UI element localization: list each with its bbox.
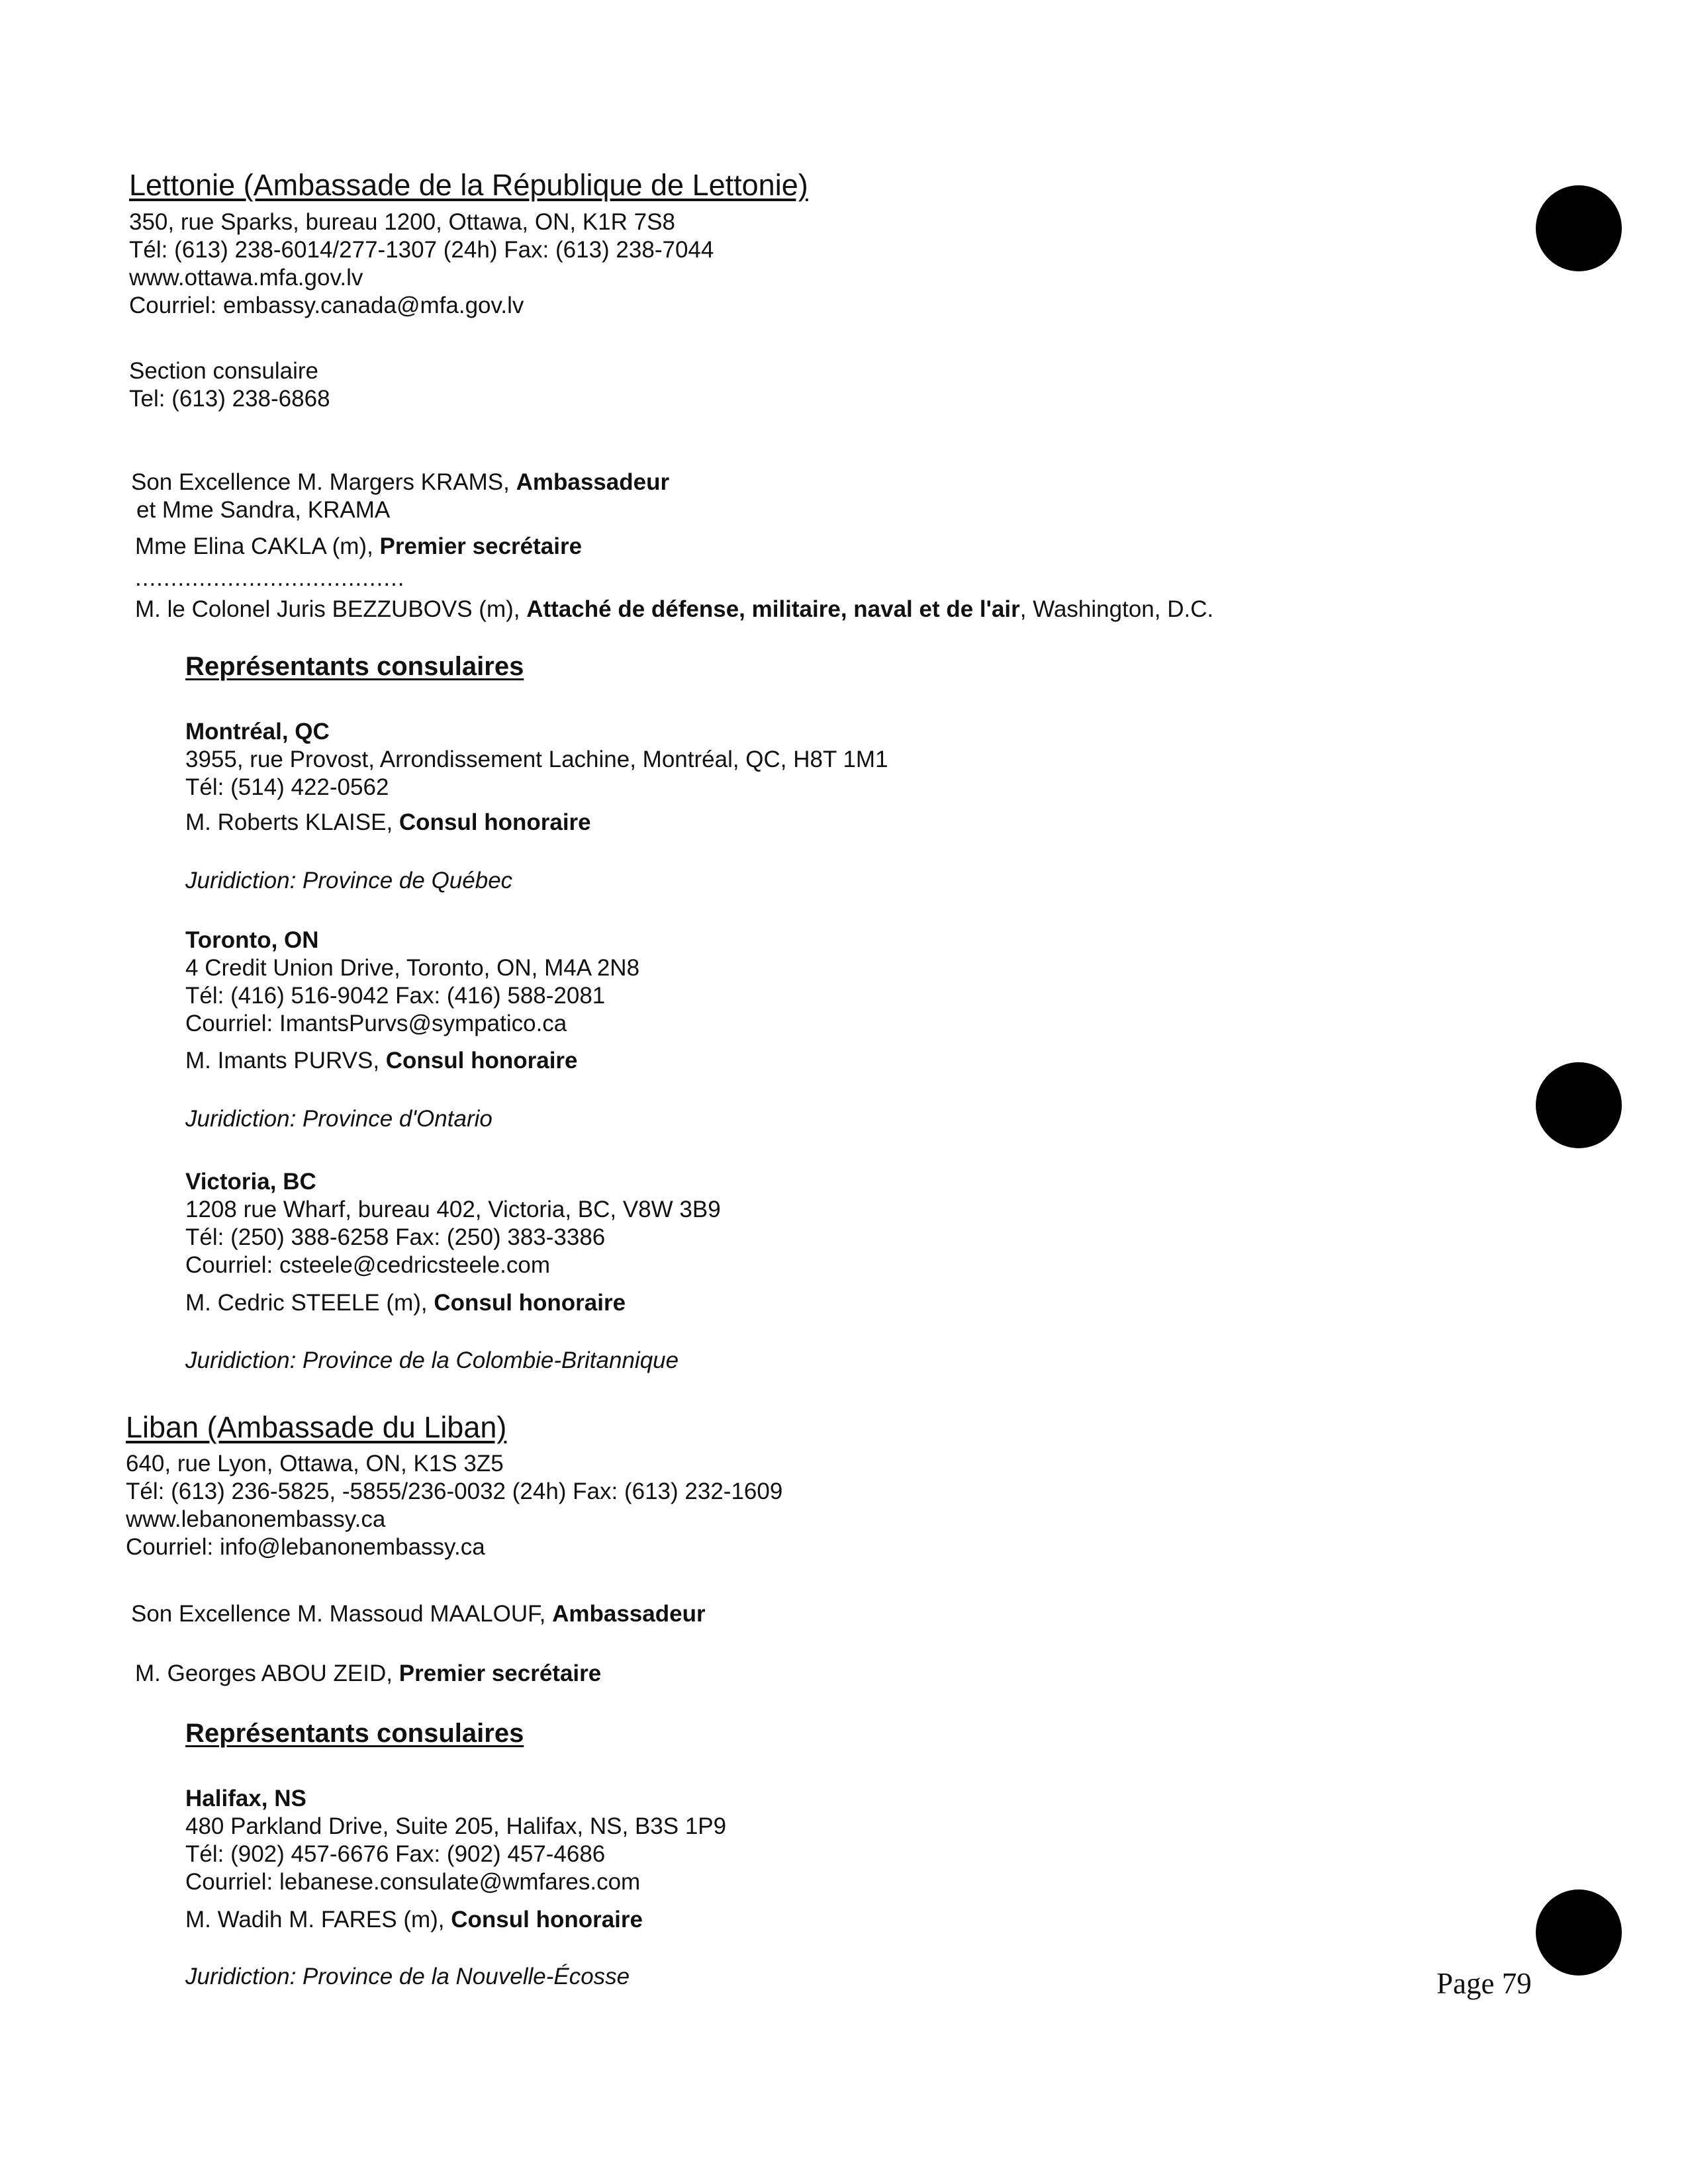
ambassador-title: Ambassadeur — [516, 469, 670, 495]
dotted-separator: ...................................... — [135, 565, 405, 591]
toronto-address: 4 Credit Union Drive, Toronto, ON, M4A 2N8 — [185, 955, 640, 981]
toronto-phone: Tél: (416) 516-9042 Fax: (416) 588-2081 — [185, 983, 606, 1009]
liban-ambassador — [131, 1600, 706, 1628]
liban-secretary — [135, 1660, 601, 1688]
lettonie-consular-section: Section consulaire — [129, 358, 318, 384]
toronto-city: Toronto, ON — [185, 927, 319, 953]
lettonie-consular-phone: Tel: (613) 238-6868 — [129, 386, 330, 412]
liban-consular-heading: Représentants consulaires — [185, 1719, 524, 1748]
lettonie-ambassador — [131, 469, 669, 496]
victoria-phone: Tél: (250) 388-6258 Fax: (250) 383-3386 — [185, 1224, 606, 1250]
lettonie-heading: Lettonie (Ambassade de la République de Lettonie) — [129, 168, 808, 202]
secretary-title: Premier secrétaire — [379, 533, 583, 559]
lettonie-address: 350, rue Sparks, bureau 1200, Ottawa, ON, K1R 7S8 — [129, 209, 675, 235]
lettonie-spouse: et Mme Sandra, KRAMA — [136, 497, 391, 523]
montreal-consul — [185, 809, 591, 837]
lettonie-phone: Tél: (613) 238-6014/277-1307 (24h) Fax: (613) 238-7044 — [129, 237, 714, 263]
toronto-jurisdiction: Juridiction: Province d'Ontario — [185, 1106, 492, 1132]
liban-website: www.lebanonembassy.ca — [126, 1506, 386, 1532]
halifax-consul-name: M. Wadih M. FARES (m), — [185, 1907, 451, 1933]
lettonie-secretary — [135, 533, 582, 561]
lettonie-attache — [135, 596, 1213, 623]
page-number: Page 79 — [1436, 1967, 1532, 2000]
toronto-email: Courriel: ImantsPurvs@sympatico.ca — [185, 1011, 567, 1036]
victoria-jurisdiction: Juridiction: Province de la Colombie-Britannique — [185, 1347, 679, 1373]
liban-heading: Liban (Ambassade du Liban) — [126, 1410, 507, 1444]
victoria-address: 1208 rue Wharf, bureau 402, Victoria, BC, V8W 3B9 — [185, 1197, 721, 1222]
binder-hole — [1536, 1062, 1622, 1148]
lettonie-website: www.ottawa.mfa.gov.lv — [129, 265, 363, 291]
liban-address: 640, rue Lyon, Ottawa, ON, K1S 3Z5 — [126, 1451, 504, 1477]
montreal-address: 3955, rue Provost, Arrondissement Lachine, Montréal, QC, H8T 1M1 — [185, 747, 888, 772]
victoria-consul-name: M. Cedric STEELE (m), — [185, 1290, 434, 1316]
victoria-email: Courriel: csteele@cedricsteele.com — [185, 1252, 551, 1278]
lettonie-email: Courriel: embassy.canada@mfa.gov.lv — [129, 293, 524, 318]
attache-title: Attaché de défense, militaire, naval et de l'air — [526, 596, 1020, 622]
liban-email: Courriel: info@lebanonembassy.ca — [126, 1534, 485, 1560]
halifax-jurisdiction: Juridiction: Province de la Nouvelle-Écosse — [185, 1964, 630, 1989]
victoria-city: Victoria, BC — [185, 1169, 316, 1195]
montreal-city: Montréal, QC — [185, 719, 330, 745]
attache-name: M. le Colonel Juris BEZZUBOVS (m), — [135, 596, 527, 622]
halifax-consul — [185, 1906, 643, 1934]
montreal-jurisdiction: Juridiction: Province de Québec — [185, 868, 513, 893]
victoria-consul-title: Consul honoraire — [434, 1290, 626, 1316]
toronto-consul-title: Consul honoraire — [385, 1048, 578, 1073]
secretary-name: Mme Elina CAKLA (m), — [135, 533, 380, 559]
lettonie-consular-heading: Représentants consulaires — [185, 652, 524, 681]
halifax-city: Halifax, NS — [185, 1786, 306, 1811]
montreal-consul-title: Consul honoraire — [399, 809, 591, 835]
liban-secretary-name: M. Georges ABOU ZEID, — [135, 1661, 399, 1686]
liban-ambassador-title: Ambassadeur — [552, 1601, 706, 1627]
montreal-consul-name: M. Roberts KLAISE, — [185, 809, 399, 835]
halifax-consul-title: Consul honoraire — [451, 1907, 643, 1933]
binder-hole — [1536, 1889, 1622, 1976]
binder-hole — [1536, 185, 1622, 271]
ambassador-name: Son Excellence M. Margers KRAMS, — [131, 469, 516, 495]
toronto-consul — [185, 1047, 578, 1075]
attache-location: , Washington, D.C. — [1019, 596, 1214, 622]
liban-phone: Tél: (613) 236-5825, -5855/236-0032 (24h) Fax: (613) 232-1609 — [126, 1479, 783, 1504]
halifax-phone: Tél: (902) 457-6676 Fax: (902) 457-4686 — [185, 1841, 606, 1867]
liban-secretary-title: Premier secrétaire — [399, 1661, 602, 1686]
toronto-consul-name: M. Imants PURVS, — [185, 1048, 386, 1073]
liban-ambassador-name: Son Excellence M. Massoud MAALOUF, — [131, 1601, 553, 1627]
halifax-email: Courriel: lebanese.consulate@wmfares.com — [185, 1869, 641, 1895]
halifax-address: 480 Parkland Drive, Suite 205, Halifax, NS, B3S 1P9 — [185, 1813, 727, 1839]
victoria-consul — [185, 1289, 626, 1317]
montreal-phone: Tél: (514) 422-0562 — [185, 774, 389, 800]
